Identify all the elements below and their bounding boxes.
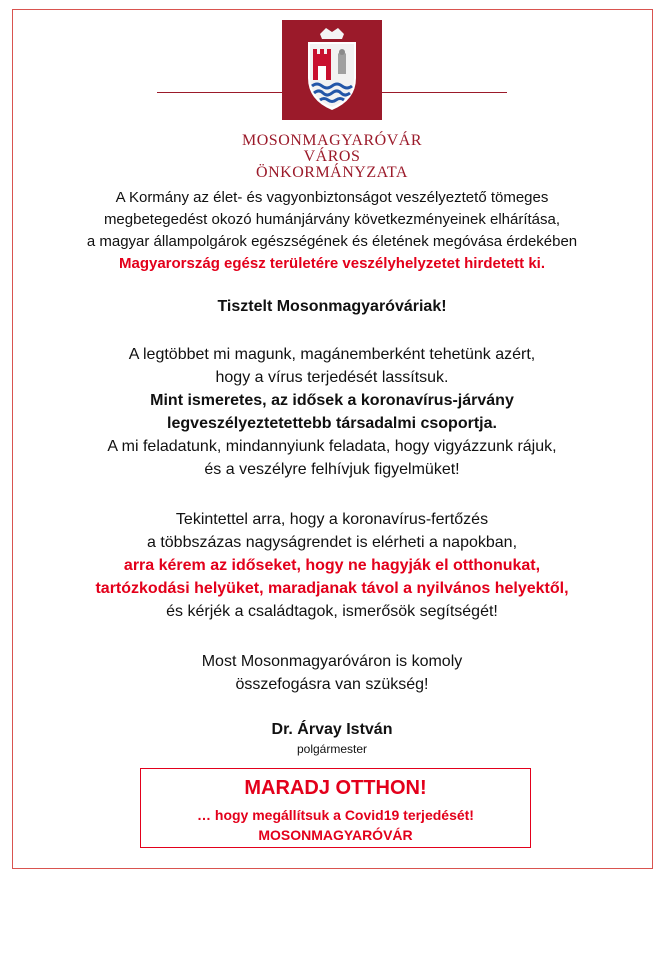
greeting: Tisztelt Mosonmagyaróváriak! bbox=[217, 298, 447, 315]
header-rule-right bbox=[382, 92, 507, 93]
intro-line-1: A Kormány az élet- és vagyonbiztonságot veszélyeztető tömeges bbox=[115, 189, 549, 206]
para2-line-4: tartózkodási helyüket, maradjanak távol a nyilvános helyektől, bbox=[95, 580, 569, 597]
org-name-line3: ÖNKORMÁNYZATA bbox=[256, 164, 408, 181]
cta-city: MOSONMAGYARÓVÁR bbox=[258, 827, 413, 843]
para2-line-3: arra kérem az időseket, hogy ne hagyják el otthonukat, bbox=[123, 557, 541, 574]
para1-line-6: és a veszélyre felhívjuk figyelmüket! bbox=[204, 461, 460, 478]
para3-line-1: Most Mosonmagyaróváron is komoly bbox=[201, 653, 463, 670]
intro-line-3: a magyar állampolgárok egészségének és életének megóvása érdekében bbox=[86, 233, 578, 250]
coat-of-arms-icon bbox=[282, 20, 382, 120]
cta-subline: … hogy megállítsuk a Covid19 terjedését! bbox=[197, 807, 474, 823]
para3-line-2: összefogásra van szükség! bbox=[235, 676, 429, 693]
stay-home-box bbox=[140, 768, 531, 848]
para2-line-5: és kérjék a családtagok, ismerősök segítségét! bbox=[166, 603, 498, 620]
para1-line-1: A legtöbbet mi magunk, magánemberként tehetünk azért, bbox=[128, 346, 536, 363]
para2-line-1: Tekintettel arra, hogy a koronavírus-fertőzés bbox=[175, 511, 489, 528]
para1-line-5: A mi feladatunk, mindannyiunk feladata, hogy vigyázzunk rájuk, bbox=[107, 438, 557, 455]
org-name-line1: MOSONMAGYARÓVÁR bbox=[242, 132, 422, 149]
para1-line-3: Mint ismeretes, az idősek a koronavírus-járvány bbox=[150, 392, 514, 409]
para1-line-2: hogy a vírus terjedését lassítsuk. bbox=[215, 369, 449, 386]
intro-line-4: Magyarország egész területére veszélyhelyzetet hirdetett ki. bbox=[118, 255, 545, 272]
para1-line-4: legveszélyeztetettebb társadalmi csoportja. bbox=[167, 415, 497, 432]
org-name-line2: VÁROS bbox=[303, 148, 361, 165]
intro-line-2: megbetegedést okozó humánjárvány következményeinek elhárítása, bbox=[103, 211, 561, 228]
cta-headline: MARADJ OTTHON! bbox=[244, 777, 427, 799]
header-rule-left bbox=[157, 92, 282, 93]
signature-name: Dr. Árvay István bbox=[271, 721, 393, 738]
signature-title: polgármester bbox=[296, 742, 368, 756]
para2-line-2: a többszázas nagyságrendet is elérheti a napokban, bbox=[146, 534, 518, 551]
